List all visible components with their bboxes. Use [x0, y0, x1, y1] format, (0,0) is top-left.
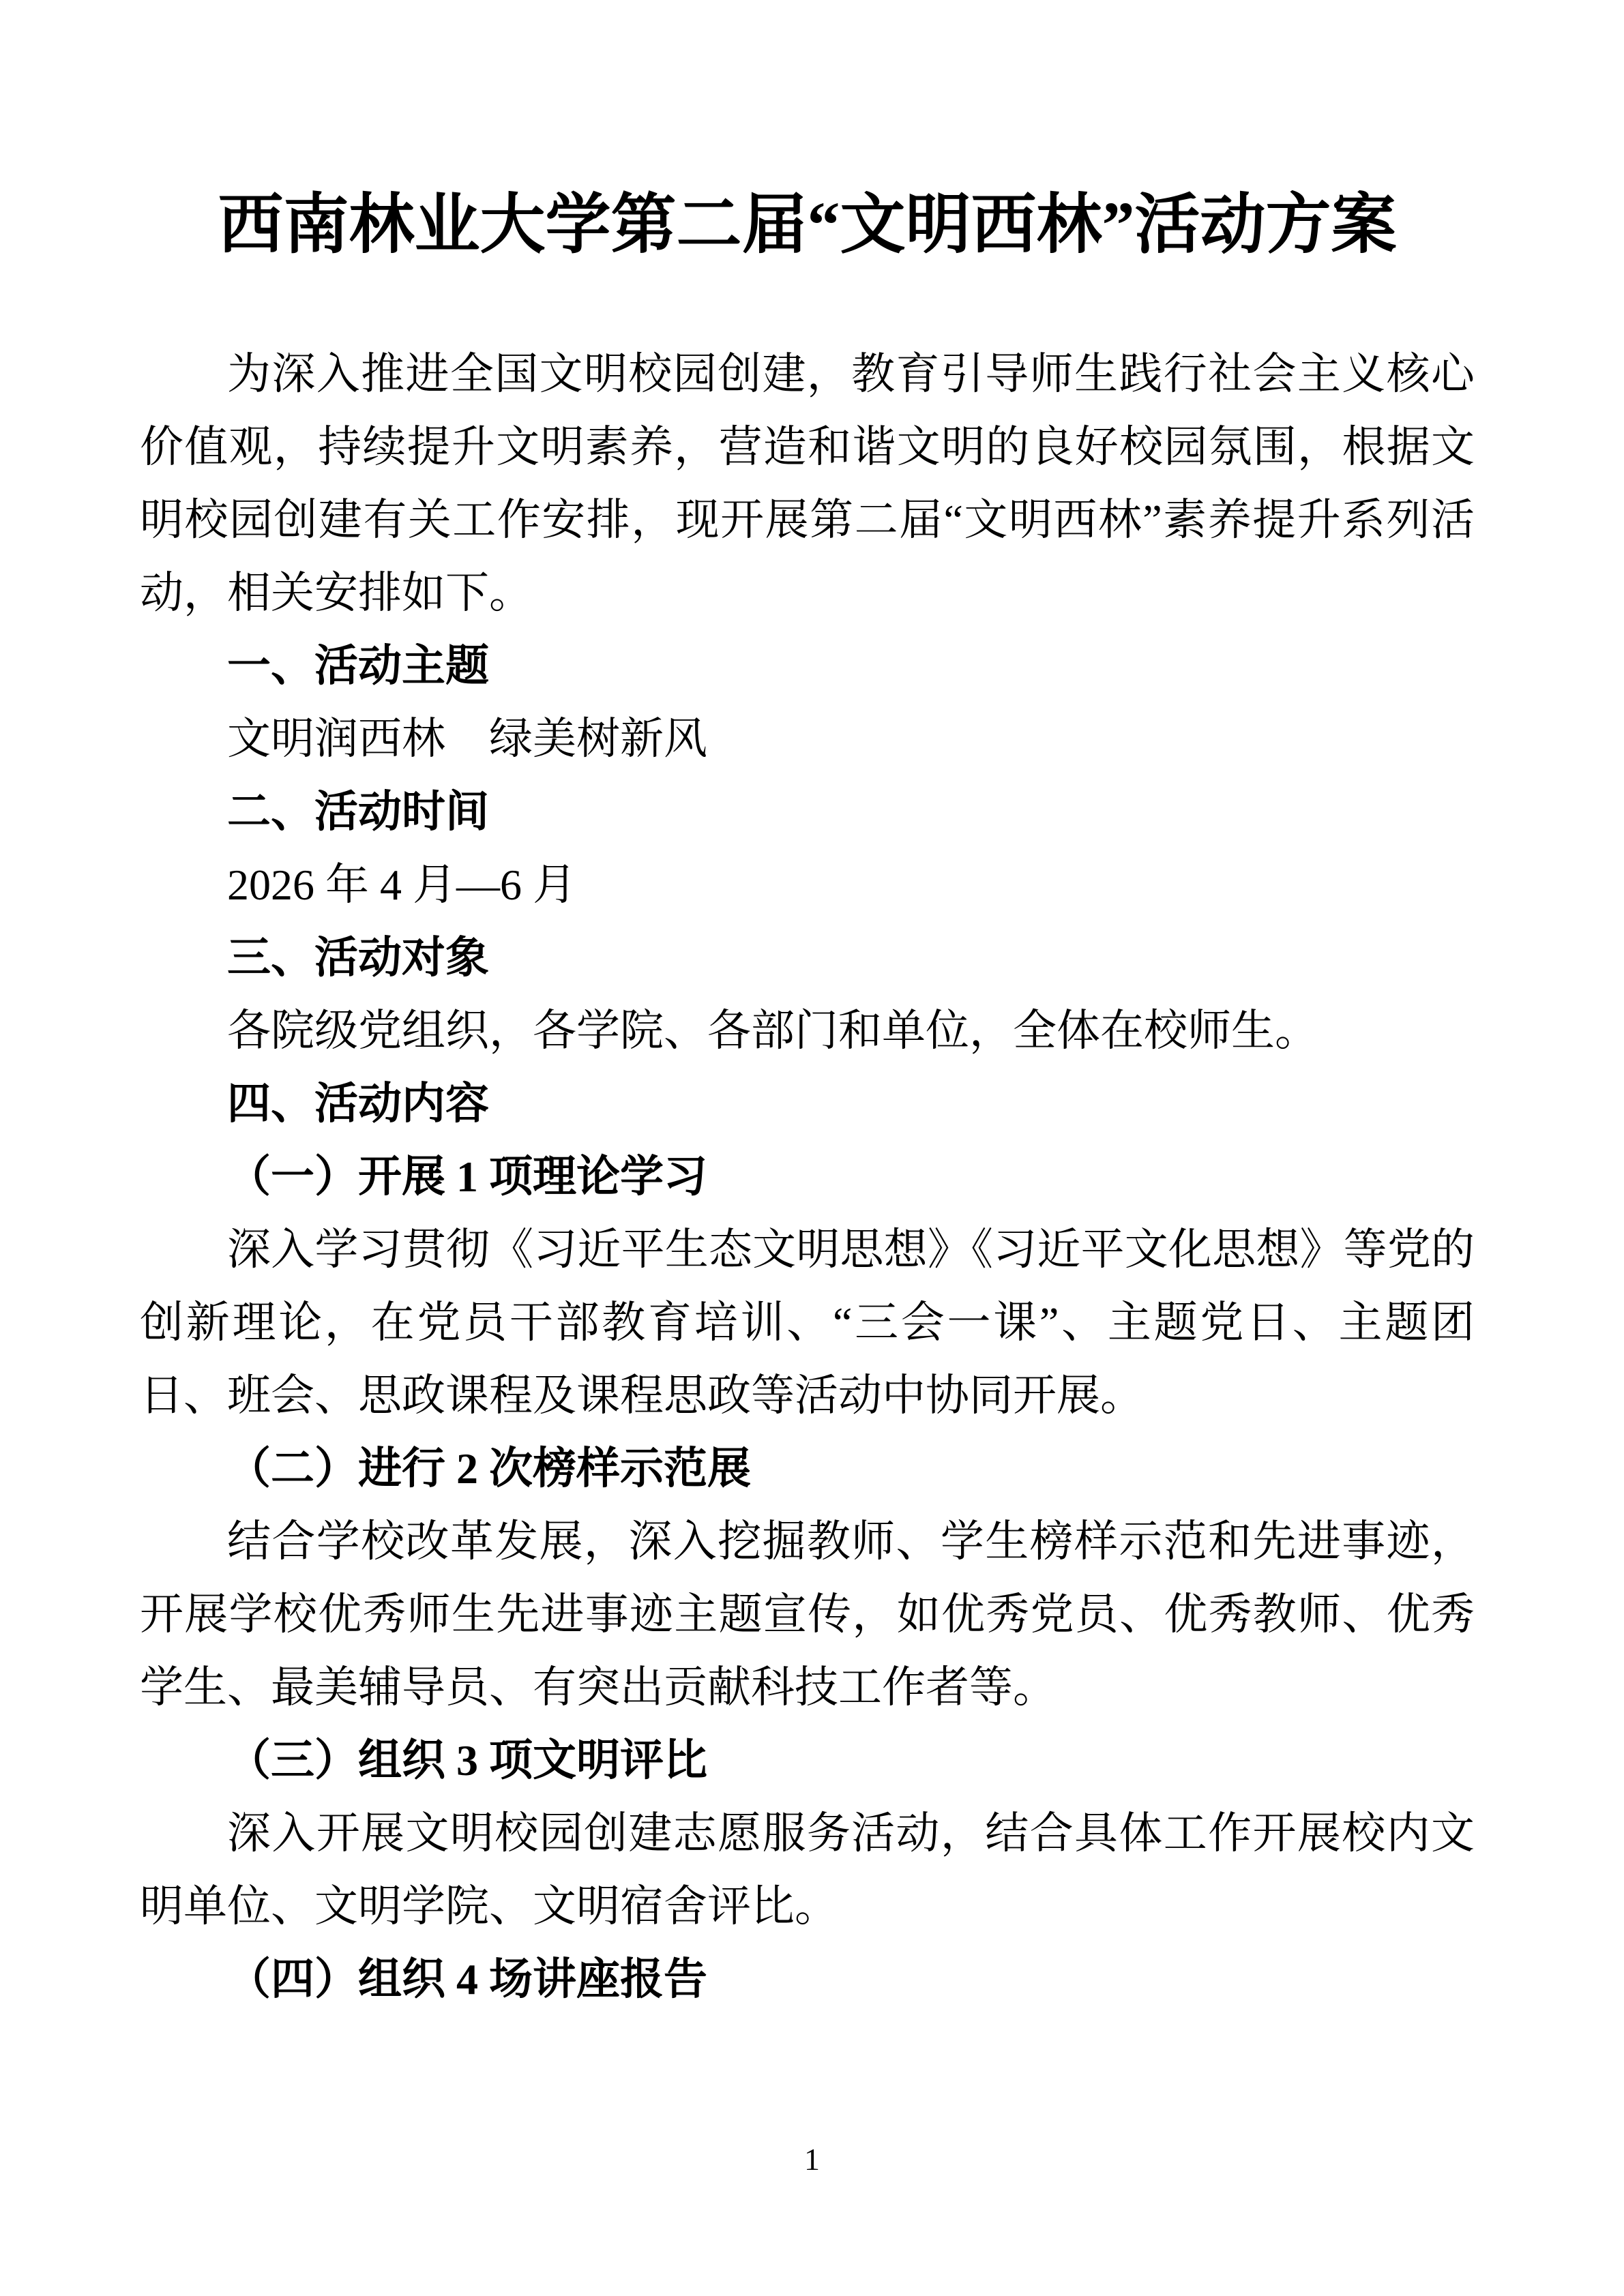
subsection-3-body: 深入开展文明校园创建志愿服务活动，结合具体工作开展校内文明单位、文明学院、文明宿舍评比。	[140, 1809, 1475, 1930]
page-number: 1	[804, 2142, 820, 2177]
section-3-body: 各院级党组织，各学院、各部门和单位，全体在校师生。	[227, 1007, 1318, 1055]
section-2-heading: 二、活动时间	[227, 787, 489, 836]
section-3-heading: 三、活动对象	[227, 933, 489, 982]
section-1-heading: 一、活动主题	[227, 641, 489, 690]
intro-paragraph: 为深入推进全国文明校园创建，教育引导师生践行社会主义核心价值观，持续提升文明素养，营造和谐文明的良好校园氛围，根据文明校园创建有关工作安排，现开展第二届“文明西林”素养提升系列活动，相关安排如下。	[140, 350, 1475, 617]
section-4-heading: 四、活动内容	[227, 1079, 489, 1128]
section-2-body: 2026 年 4 月—6 月	[227, 861, 576, 909]
section-1-body: 文明润西林 绿美树新风	[227, 715, 707, 763]
document-title: 西南林业大学第二届“文明西林”活动方案	[218, 188, 1397, 261]
subsection-1-heading: （一）开展 1 项理论学习	[227, 1152, 707, 1201]
subsection-3-heading: （三）组织 3 项文明评比	[227, 1736, 707, 1785]
subsection-2-heading: （二）进行 2 次榜样示范展	[227, 1444, 751, 1493]
subsection-2-body: 结合学校改革发展，深入挖掘教师、学生榜样示范和先进事迹，开展学校优秀师生先进事迹主题宣传，如优秀党员、优秀教师、优秀学生、最美辅导员、有突出贡献科技工作者等。	[140, 1517, 1475, 1712]
subsection-1-body: 深入学习贯彻《习近平生态文明思想》《习近平文化思想》等党的创新理论，在党员干部教育培训、“三会一课”、主题党日、主题团日、班会、思政课程及课程思政等活动中协同开展。	[140, 1225, 1475, 1420]
page-footer	[0, 2139, 1624, 2180]
subsection-4-heading: （四）组织 4 场讲座报告	[227, 1955, 707, 2003]
